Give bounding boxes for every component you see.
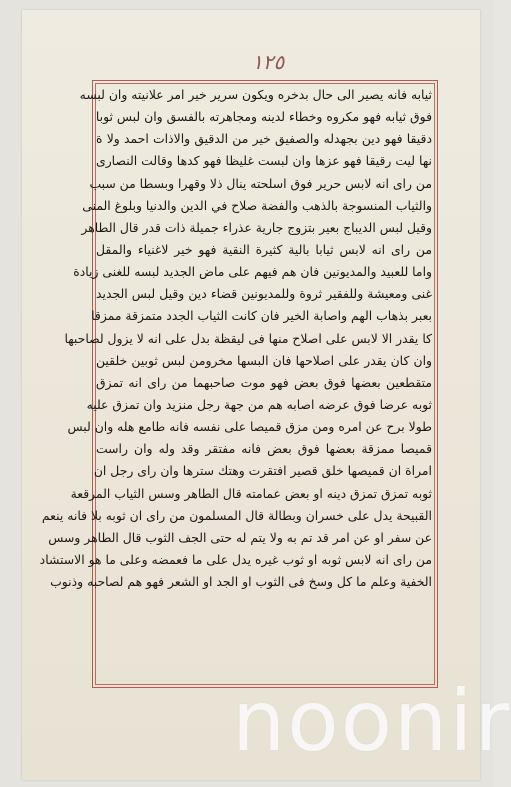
manuscript-line: نها ليت رقيقا فهو عزها وان لبست غليظا فهو كدها وقالت النصارى bbox=[96, 153, 432, 169]
manuscript-line: القبيحة يدل على خسران وبطالة قال المسلمون من راى ان ثوبه بلا فانه ينعم bbox=[41, 507, 432, 523]
manuscript-text-block bbox=[39, 84, 432, 682]
manuscript-line: فوق ثيابه فهو مكروه وخطاء لدينه ومجاهرته بالفسق وان لبس ثوبا bbox=[95, 109, 432, 125]
manuscript-line: ثيابه فانه يصير الى حال بدخره ويكون سرير خير امر علانيته وان لبسه bbox=[79, 87, 432, 102]
manuscript-line: ثوبه تمزق تمزق دينه او بعض عمامته قال الطاهر وسس الثياب المرقعة bbox=[70, 485, 432, 501]
manuscript-line: من راى انه لابس ثيابا بالية كثيرة النقية فهو خير لاغنياء والمقل bbox=[96, 241, 432, 257]
manuscript-line: كا يقدر الا لابس على اصلاح منها فى ليقظة بدل على انه لا يزول لصاحبها bbox=[64, 330, 432, 346]
manuscript-line: قميصا ممزقة بعضها فوق بعض فانه مفتقر وقد وله وان راست bbox=[96, 441, 432, 457]
watermark-text: noonir bbox=[232, 672, 511, 770]
manuscript-line: طولا برح عن امره ومن مزق قميصا على نفسه فانه طامع هله وان لبس bbox=[67, 419, 432, 435]
manuscript-line: دقيقا فهو دين بجهدله والصفيق خير من الدقيق والاذات احمد ولا ة bbox=[96, 131, 432, 147]
folio-number: ١٢٥ bbox=[252, 50, 285, 74]
manuscript-line: عن سفر او عن امر قد تم به ولا يتم له حتى الجف الثوب قال الطاهر وسس bbox=[48, 529, 432, 545]
manuscript-line: والثياب المنسوجة بالذهب والفضة صلاح في الدين والدنيا وبلوغ المنى bbox=[82, 197, 432, 213]
manuscript-line: متقطعين بعضها فوق بعض فهو موت صاحبهما من راى انه تمزق bbox=[96, 374, 432, 390]
manuscript-line: ثوبه عرضا فوق عرضه اصابه هم من جهة رجل منزيد وان تمزق عليه bbox=[86, 396, 432, 412]
manuscript-line: بعبر بذهاب الهم واصابة الخير فان كانت الثياب الجدد متمزقة ممزقا bbox=[91, 308, 432, 324]
manuscript-line: امراة ان قميصها خلق قصير افتقرت وهتك سترها وان راى رجل ان bbox=[93, 463, 432, 479]
manuscript-line: من راى انه لابس حرير فوق اسلحته ينال ذلا وقهرا وبسطا من سبب bbox=[89, 175, 432, 191]
manuscript-line: واما للعبيد والمديونين فان هم فيهم على ماض الجديد لبسه للغنى زيادة bbox=[73, 264, 432, 280]
manuscript-line: غنى ومعيشة وللفقير ثروة وللمديونين قضاء دين وقيل لبس الجديد bbox=[96, 286, 432, 302]
manuscript-line: الخفية وعلم ما كل وسخ فى الثوب او الجد او الشعر فهو هم لصاحبه وذنوب bbox=[50, 574, 432, 590]
manuscript-line: وان كان يقدر على اصلاحها فان البسها مخرومن لبس ثوبين خلقين bbox=[96, 352, 432, 368]
manuscript-line: وقيل لبس الديباج بعير بتزوج جارية عذراء جميلة ذات قدر قال الطاهر bbox=[81, 219, 432, 235]
manuscript-line: من راى انه لابس ثوبه او ثوب غيره يدل على ما فعمضه وعلى ما هو الاستشاد bbox=[39, 551, 432, 567]
